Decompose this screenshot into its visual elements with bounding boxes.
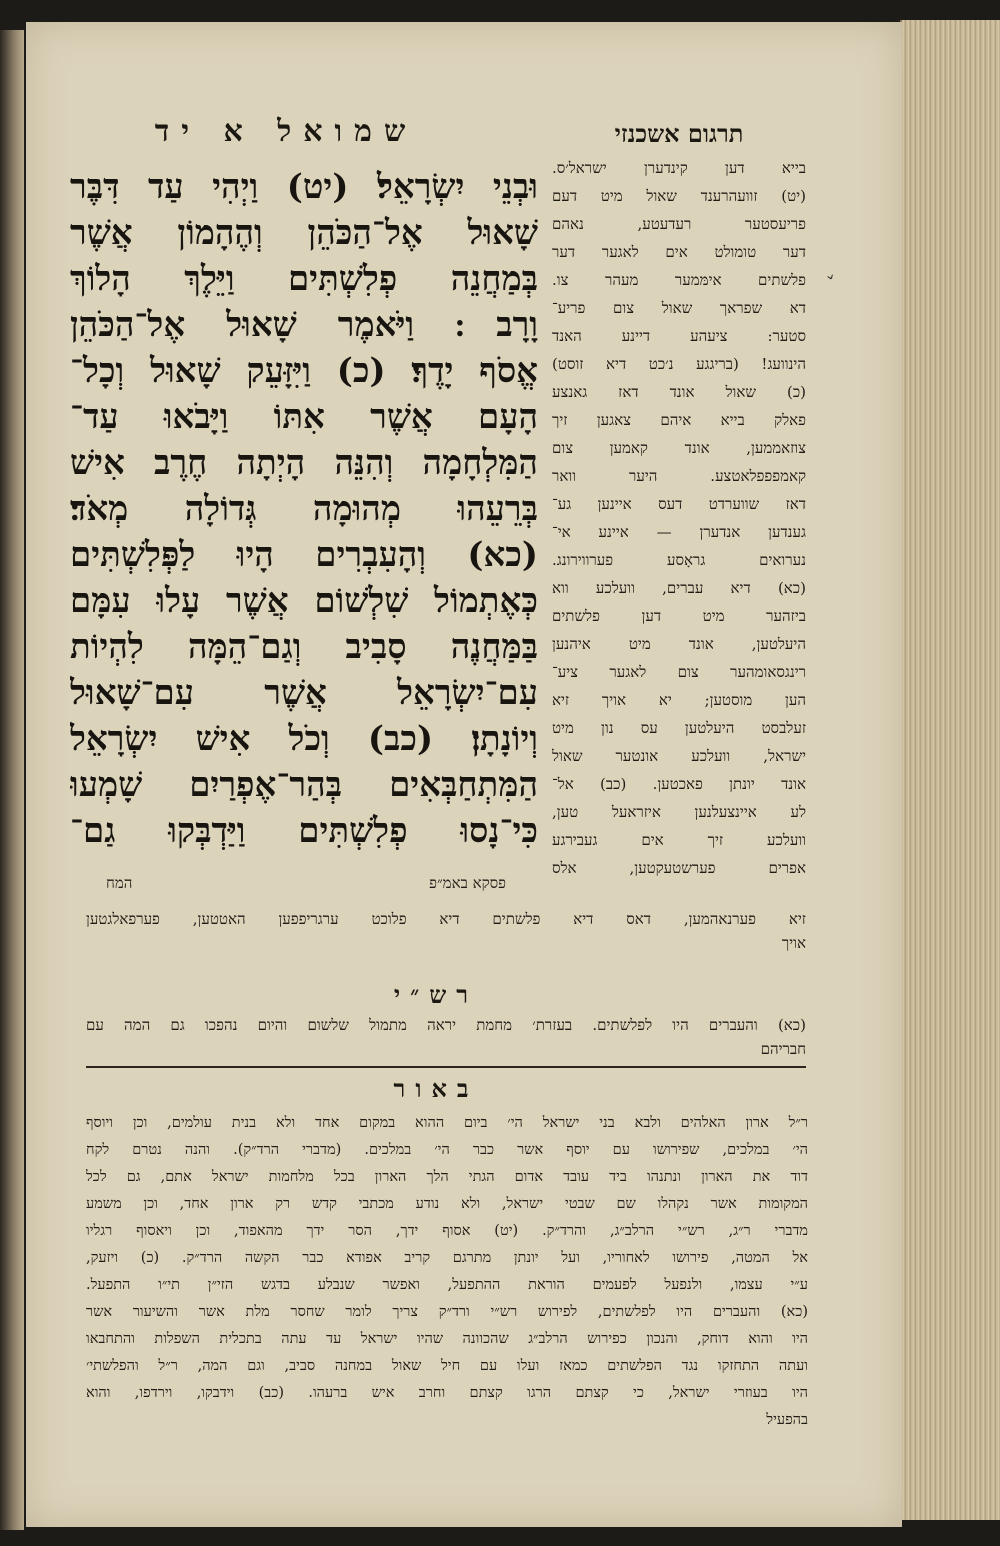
commentary-line: מדברי ר״ג, רש״י הרלב״ג, והרד״ק. (יט) אסוף ידך, הסר ידך מהאפוד, וכן ויאסוף רגליו bbox=[86, 1223, 808, 1239]
catchword: המח bbox=[106, 874, 133, 892]
commentary-line: ועתה התחזקו נגד הפלשתים כמאז ועלו עם חיל שאול במחנה סביב, וגם המה, ר״ל והפלשתי׳ bbox=[86, 1358, 808, 1374]
translation-line: דא שפראך שאול צום פריע־ bbox=[552, 299, 806, 317]
translation-line: סטער: ציעהע דיינע האנד bbox=[552, 327, 806, 345]
beur-commentary bbox=[86, 1110, 808, 1434]
hebrew-line: (כא) וְהָעִבְרִים הָיוּ לַפְּלִשְׁתִּים bbox=[70, 535, 538, 575]
previous-page-edge bbox=[0, 30, 24, 1530]
book-page bbox=[26, 22, 902, 1527]
translation-line: בייא דען קינדערן ישראל׳ס. bbox=[552, 159, 806, 177]
margin-mark: ˇ bbox=[824, 271, 842, 297]
translation-line: זעלבסט היעלטען עס נון מיט bbox=[552, 719, 806, 737]
hebrew-line: אֱסֹף יָדֶךָ׃ (כ) וַיִּזָּעֵק שָׁאוּל וְכָל־ bbox=[70, 351, 538, 391]
translation-line: (כ) שאול אונד דאז גאנצע bbox=[552, 383, 806, 401]
translation-continuation-end: אויך bbox=[781, 934, 806, 952]
hebrew-line: וְיוֹנָתָן׃ (כב) וְכֹל אִישׁ יִשְׂרָאֵל bbox=[70, 719, 538, 759]
rashi-header: רש״י bbox=[393, 980, 479, 1009]
catchword-mark: פסקא באמ״פ bbox=[429, 874, 506, 892]
hebrew-line: בַּמַּחֲנֶה סָבִיב וְגַם־הֵמָּה לִהְיוֹת bbox=[70, 627, 538, 667]
commentary-line: (כא) והעברים היו לפלשתים, לפירוש רש״י ורד״ק צריך לומר שחסר מלת אשר והשיעור אשר bbox=[86, 1304, 808, 1320]
translation-line: (יט) זוועהרענד שאול מיט דעם bbox=[552, 187, 806, 205]
hebrew-line: הַמִּלְחָמָה וְהִנֵּה הָיְתָה חֶרֶב אִישׁ bbox=[70, 443, 538, 483]
translation-line: אפרים פערשטעקטען, אלס bbox=[552, 859, 806, 877]
commentary-line: המקומות אשר נקהלו שם שבטי ישראל, ולא נודע מכתבי קדש רק ארון אחד, וכן משמע bbox=[86, 1196, 808, 1212]
hebrew-line: הָעָם אֲשֶׁר אִתּוֹ וַיָּבֹאוּ עַד־ bbox=[70, 397, 538, 437]
hebrew-line: וָרָב ׃ וַיֹּאמֶר שָׁאוּל אֶל־הַכֹּהֵן bbox=[70, 305, 538, 345]
translation-line: פלשתים אימּמער מעהר צו. bbox=[552, 271, 806, 289]
translation-line: פריעסטער רעדעטע, נאהם bbox=[552, 215, 806, 233]
book-page-stack-edge bbox=[900, 20, 1000, 1520]
translation-line: וועלכע זיך אים געבירגע bbox=[552, 831, 806, 849]
translation-line: הען מוסטען; יא אויך זיא bbox=[552, 691, 806, 709]
hebrew-line: הַמִּתְחַבְּאִים בְּהַר־אֶפְרַיִם שָׁמְעוּ bbox=[70, 765, 538, 805]
translation-line: רינגסאומהער צום לאגער ציע־ bbox=[552, 663, 806, 681]
hebrew-line: בְּרֵעֵהוּ מְהוּמָה גְּדוֹלָה מְאֹד׃ bbox=[70, 489, 538, 529]
translation-line: (כא) דיא עברים, וועלכע ווא bbox=[552, 579, 806, 597]
translation-line: דער טומולט אים לאגער דער bbox=[552, 243, 806, 261]
translation-line: נערואים גראָסע פערווירונג. bbox=[552, 551, 806, 569]
hebrew-line: בְּמַחֲנֵה פְלִשְׁתִּים וַיֵּלֶךְ הָלוֹךְ bbox=[70, 259, 538, 299]
commentary-line: הי׳ במלכים, שפירושו עם יוסף אשר כבר הי׳ במלכים. (מדברי הרד״ק). והנה נטרם לקח bbox=[86, 1142, 808, 1158]
rashi-line: (כא) והעברים היו לפלשתים. בעזרת׳ מחמת יראה מתמול שלשום והיום נהפכו גם המה עם bbox=[86, 1016, 806, 1034]
hebrew-line: כְּאֶתְמוֹל שִׁלְשׁוֹם אֲשֶׁר עָלוּ עִמָּם bbox=[70, 581, 538, 621]
translation-line: צוזאממען, אונד קאמען צום bbox=[552, 439, 806, 457]
hebrew-line: וּבְנֵי יִשְׂרָאֵל׃ (יט) וַיְהִי עַד דִּבֶּר bbox=[70, 167, 538, 207]
translation-line: דאז שווערדט דעס איינען גע־ bbox=[552, 495, 806, 513]
commentary-line: ע״י עצמו, ולנפעל לפעמים הוראת ההתפעל, ואפשר שנבלע בדגש הזי״ן תי״ו התפעל. bbox=[86, 1277, 808, 1293]
translation-line: אונד יונתן פאכטען. (כב) אל־ bbox=[552, 775, 806, 793]
beur-header: באור bbox=[393, 1074, 479, 1103]
hebrew-line: כִּי־נָסוּ פְלִשְׁתִּים וַיַּדְבְּקוּ גַם־ bbox=[70, 811, 538, 851]
hebrew-line: שָׁאוּל אֶל־הַכֹּהֵן וְהֶהָמוֹן אֲשֶׁר bbox=[70, 213, 538, 253]
section-divider bbox=[86, 1066, 806, 1068]
commentary-line: דוד את הארון ונתנהו ביד עובד אדום הגתי הלך הארון בכל מלחמות ישראל אתם, גם לכל bbox=[86, 1169, 808, 1185]
translation-line: הינוועג! (בריגגע נ׳כט דיא זוסט) bbox=[552, 355, 806, 373]
commentary-line: אל המטה, פירושו לאחוריו, ועל יונתן מתרגם קריב אפודא כבר הקשה הרד״ק. (כ) ויזעק, bbox=[86, 1250, 808, 1266]
translation-continuation: זיא פערנאהמען, דאס דיא פלשתים דיא פלוכט ערגריפפען האטטען, פערפאלגטען bbox=[86, 910, 806, 928]
translation-line: לע איינצעלנען איזראעל טען, bbox=[552, 803, 806, 821]
translation-line: קאמפפפלאטצע. היער וואר bbox=[552, 467, 806, 485]
commentary-line: ר״ל ארון האלהים ולבא בני ישראל הי׳ ביום ההוא במקום אחד ולא בנית עולמים, וכן ויוסף bbox=[86, 1115, 808, 1131]
translation-line: היעלטען, אונד מיט איהנען bbox=[552, 635, 806, 653]
commentary-line-end: בהפעיל bbox=[766, 1412, 808, 1428]
translation-header: תרגום אשכנזי bbox=[614, 119, 744, 148]
translation-column bbox=[552, 114, 806, 882]
translation-line: ביזהער מיט דען פלשתים bbox=[552, 607, 806, 625]
commentary-line: היו בעוזרי ישראל, כי קצתם הרגו קצתם וחרב איש ברעהו. (כב) וידבקו, וירדפו, והוא bbox=[86, 1385, 808, 1401]
translation-line: ישראל, וועלכע אונטער שאול bbox=[552, 747, 806, 765]
hebrew-line: עִם־יִשְׂרָאֵל אֲשֶׁר עִם־שָׁאוּל bbox=[70, 673, 538, 713]
commentary-line: היו והוא דוחק, והנכון כפירוש הרלב״ג שהכוונה שהיו ישראל עד עתה בתכלית השפלות והתחבאו bbox=[86, 1331, 808, 1347]
hebrew-text-block bbox=[70, 164, 538, 854]
translation-line: פאלק בייא איהם צאגען זיך bbox=[552, 411, 806, 429]
left-column-footer bbox=[86, 874, 526, 898]
translation-line: גענדען אנדערן — איינע אי־ bbox=[552, 523, 806, 541]
left-column-header: שמואל א יד bbox=[154, 114, 418, 149]
rashi-line-end: חבריהם bbox=[760, 1040, 806, 1058]
